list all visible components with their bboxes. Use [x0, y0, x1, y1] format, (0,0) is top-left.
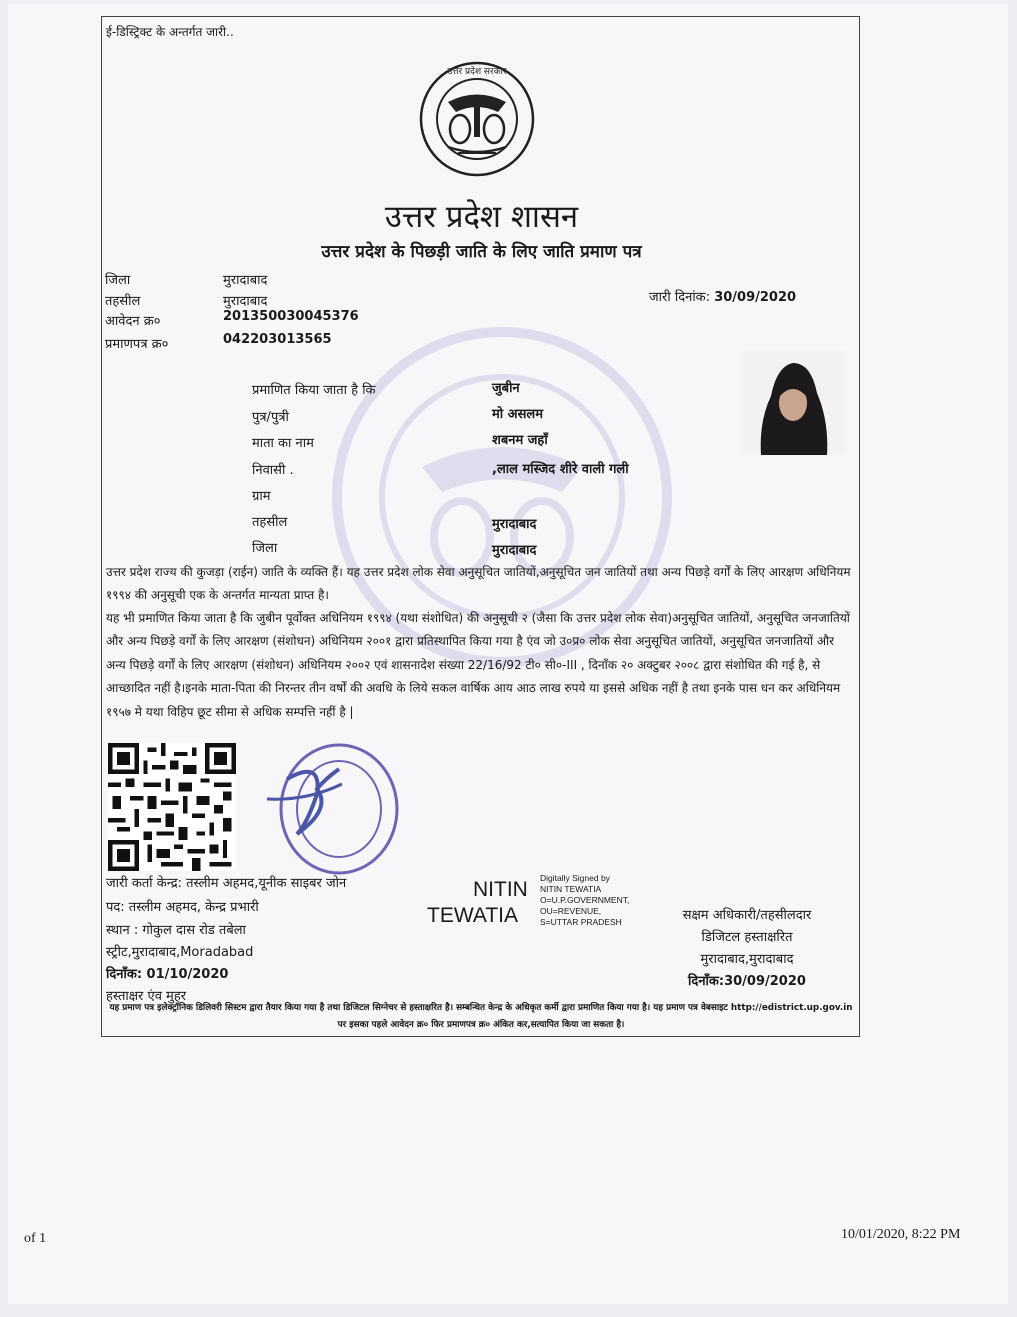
official-stamp-icon: [247, 739, 402, 879]
page-subtitle: उत्तर प्रदेश के पिछड़ी जाति के लिए जाति प्रमाण पत्र: [321, 242, 642, 262]
digital-signature-name: [427, 877, 528, 929]
detail-label-resident: निवासी .: [252, 463, 294, 478]
detail-label-village: ग्राम: [252, 489, 271, 504]
detail-value-district: मुरादाबाद: [492, 543, 537, 558]
applicant-photo: [741, 351, 845, 455]
meta-value-certificate-no: 042203013565: [223, 332, 332, 347]
meta-label-certificate-no: प्रमाणपत्र क्र०: [105, 337, 169, 352]
detail-label-district: जिला: [252, 541, 278, 556]
detail-value-father: मो असलम: [492, 407, 543, 422]
issuer-place-line1: स्थान : गोकुल दास रोड तबेला: [106, 923, 246, 938]
qr-code-icon: [108, 743, 236, 871]
detail-value-mother: शबनम जहाँ: [492, 433, 548, 448]
printed-timestamp: 10/01/2020, 8:22 PM: [841, 1227, 961, 1242]
officer-place: मुरादाबाद,मुरादाबाद: [700, 952, 794, 967]
footer-note: यह प्रमाण पत्र इलेक्ट्रॉनिक डिलिवरी सिस्टम द्वारा तैयार किया गया है तथा डिजिटल सिग्नेचर से हस्ताक्षरित है। सम्बन्धित केन्द्र के अधिकृत कर्मी द्वारा प्रमाणित किया गया है। यह प्रमाण पत्र वेबसाइट http://edistrict.up.gov.in पर इसका पहले आवेदन क्र० फिर प्रमाणपत्र क्र० अंकित कर,सत्यापित किया जा सकता है।: [109, 1003, 853, 1030]
detail-value-name: जुबीन: [492, 381, 520, 396]
officer-title: सक्षम अधिकारी/तहसीलदार: [682, 908, 812, 923]
caste-paragraph: उत्तर प्रदेश राज्य की कुजड़ा (राईन) जाति के व्यक्ति हैं। यह उत्तर प्रदेश लोक सेवा अनुसूचित जातियों,अनुसूचित जन जातियों तथा अन्य पिछड़े वर्गों के लिए आरक्षण अधिनियम १९९४ की अनुसूची एक के अन्तर्गत मान्यता प्राप्त है।: [106, 565, 851, 603]
up-government-emblem-icon: [418, 57, 536, 181]
detail-value-tehsil: मुरादाबाद: [492, 517, 537, 532]
page-title: उत्तर प्रदेश शासन: [384, 199, 579, 235]
meta-value-application-no: 201350030045376: [223, 309, 359, 324]
issue-date-value: 30/09/2020: [714, 290, 797, 305]
issuer-post: पद: तस्लीम अहमद, केन्द्र प्रभारी: [106, 900, 259, 915]
detail-value-address: ,लाल मस्जिद शीरे वाली गली: [492, 462, 629, 477]
issue-date: [649, 287, 796, 305]
issuer-sign-label: हस्ताक्षर एंव मुहर: [106, 989, 187, 1004]
meta-label-application-no: आवेदन क्र०: [105, 314, 161, 329]
signature-detail: S=UTTAR PRADESH: [540, 917, 622, 927]
issuer-center: जारी कर्ता केन्द्र: तस्लीम अहमद,यूनीक साइबर जोन: [106, 876, 347, 891]
officer-sign: डिजिटल हस्ताक्षरित: [701, 930, 793, 945]
officer-date: दिनाँक:30/09/2020: [688, 974, 806, 989]
issue-date-label: जारी दिनांक:: [649, 290, 711, 305]
signature-detail: O=U.P.GOVERNMENT,: [540, 895, 630, 905]
emblem-text: उत्तर प्रदेश सरकार: [447, 67, 507, 77]
signature-detail: Digitally Signed by: [540, 873, 610, 883]
detail-label-tehsil: तहसील: [252, 515, 288, 530]
meta-label-tehsil: तहसील: [105, 294, 141, 309]
detail-label-mother: माता का नाम: [252, 436, 314, 451]
detail-label-certified: प्रमाणित किया जाता है कि: [252, 383, 376, 398]
certification-paragraph: यह भी प्रमाणित किया जाता है कि जुबीन पूर्वोक्त अधिनियम १९९४ (यथा संशोधित) की अनुसूची २ (जैसा कि उत्तर प्रदेश लोक सेवा)अनुसूचित जातियों, अनुसूचित जनजातियों और अन्य पिछड़े वर्गों के लिए आरक्षण (संशोधन) अधिनियम २००१ द्वारा प्रतिस्थापित किया गया है एंव जो उ०प्र० लोक सेवा अनुसूचित जातियों, अनुसूचित जनजातियों और अन्य पिछड़े वर्गों के लिए आरक्षण (संशोधन) अधिनियम २००२ एवं शासनादेश संख्या 22/16/92 टी० सी०-III , दिनाँक २० अक्टुबर २००८ द्वारा संशोधित की गई है, से आच्छादित नहीं है।इनके माता-पिता की निरन्तर तीन वर्षों की अवधि के लिये सकल वार्षिक आय आठ लाख रुपये या इससे अधिक नहीं है तथा इनके पास धन कर अधिनियम १९५७ मे यथा विहिप छूट सीमा से अधिक सम्पत्ति नहीं है |: [106, 611, 850, 719]
header-note: ई-डिस्ट्रिक्ट के अन्तर्गत जारी..: [106, 25, 234, 39]
meta-value-district: मुरादाबाद: [223, 273, 268, 288]
issuer-date: दिनाँक: 01/10/2020: [106, 967, 229, 982]
detail-label-son-daughter: पुत्र/पुत्री: [252, 410, 289, 425]
digital-signature-details: [540, 873, 629, 928]
issuer-place-line2: स्ट्रीट,मुरादाबाद,Moradabad: [106, 945, 254, 960]
certificate: [101, 16, 860, 1037]
signature-detail: OU=REVENUE,: [540, 906, 602, 916]
signature-detail: NITIN TEWATIA: [540, 884, 602, 894]
page-label: of 1: [24, 1231, 47, 1246]
meta-label-district: जिला: [105, 273, 131, 288]
signature-name-line1: NITIN: [473, 878, 528, 901]
signature-name-line2: TEWATIA: [427, 904, 518, 927]
meta-value-tehsil: मुरादाबाद: [223, 294, 268, 309]
